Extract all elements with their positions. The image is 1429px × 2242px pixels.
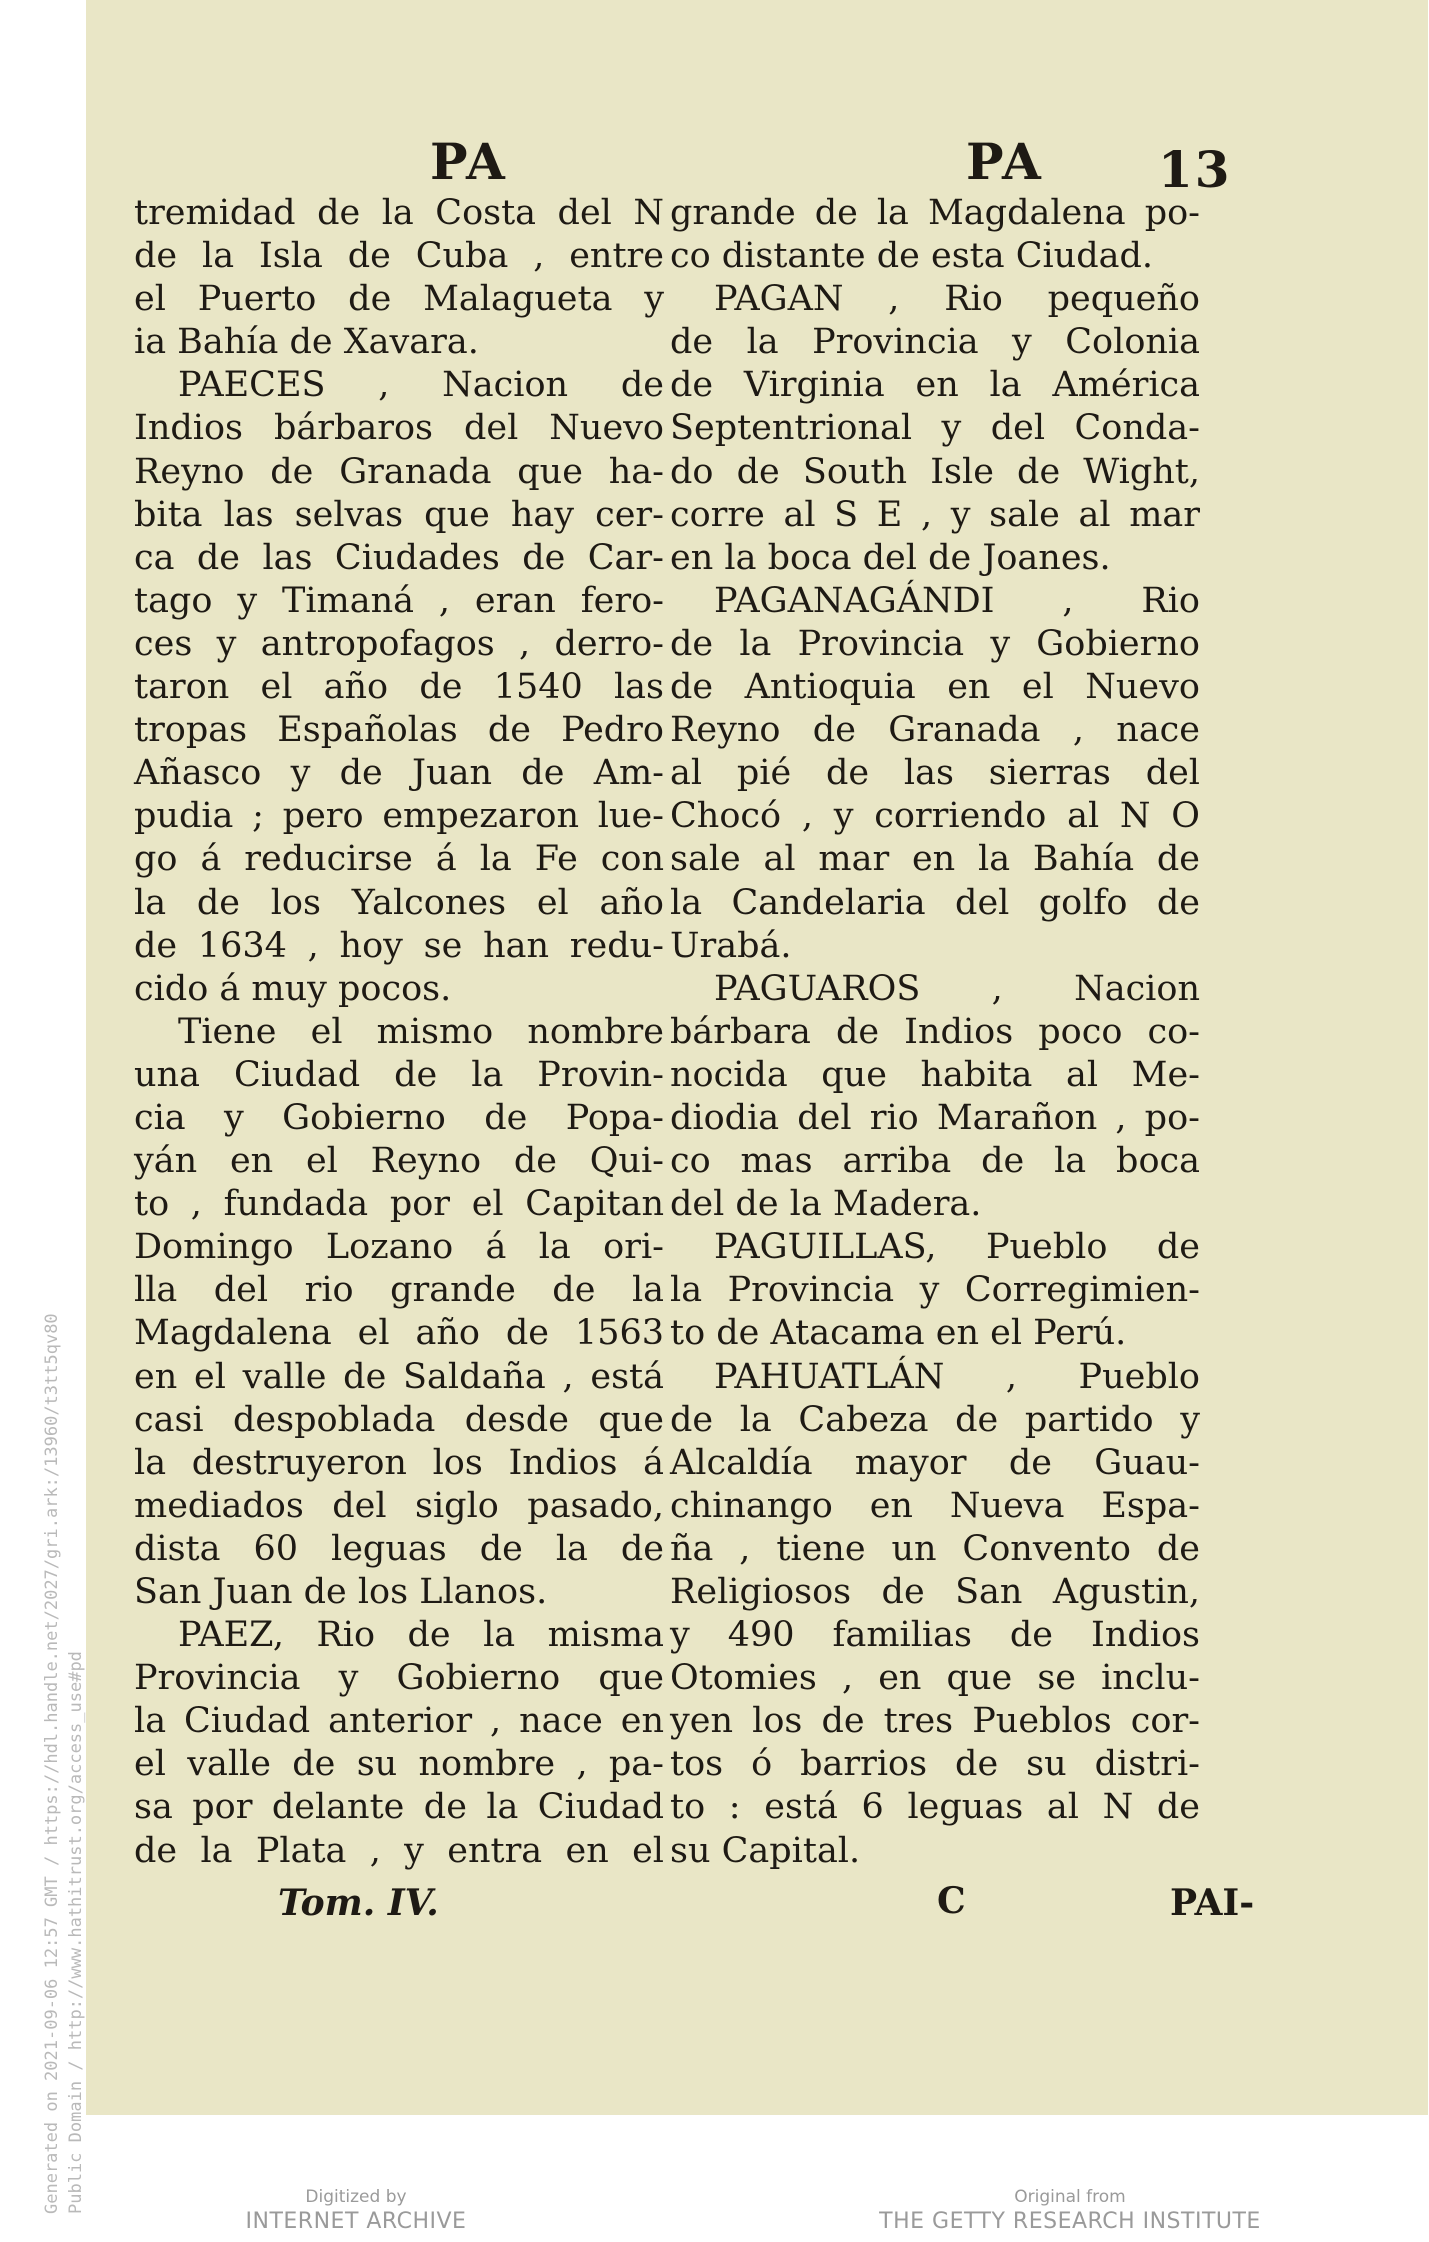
text-line: diodia del rio Marañon , po- — [670, 1097, 1200, 1138]
text-line: de la Provincia y Colonia — [670, 322, 1200, 363]
entry-start-line: PAGANAGÁNDI , Rio — [714, 580, 1200, 621]
text-line: el Puerto de Malagueta y — [134, 279, 664, 320]
right-column — [670, 192, 1200, 1873]
text-line: la destruyeron los Indios á — [134, 1442, 664, 1483]
text-line: de la Plata , y entra en el — [134, 1830, 664, 1871]
text-line: go á reducirse á la Fe con — [134, 839, 664, 880]
text-line: Indios bárbaros del Nuevo — [134, 408, 664, 449]
text-line: la Candelaria del golfo de — [670, 882, 1200, 923]
text-line: do de South Isle de Wight, — [670, 451, 1200, 492]
text-line: sale al mar en la Bahía de — [670, 839, 1200, 880]
text-line: taron el año de 1540 las — [134, 667, 664, 708]
text-line: de la Isla de Cuba , entre — [134, 236, 664, 277]
original-from-label: Original from — [1014, 2187, 1126, 2207]
text-line: de 1634 , hoy se han redu- — [134, 925, 664, 966]
text-line: Reyno de Granada que ha- — [134, 451, 664, 492]
text-line: lla del rio grande de la — [134, 1270, 664, 1311]
text-line: tropas Españolas de Pedro — [134, 710, 664, 751]
text-line: yán en el Reyno de Qui- — [134, 1141, 664, 1182]
text-line: to de Atacama en el Perú. — [670, 1313, 1127, 1354]
running-head-right: PA — [966, 132, 1043, 191]
text-line: sa por delante de la Ciudad — [134, 1787, 664, 1828]
text-line: ia Bahía de Xavara. — [134, 322, 479, 363]
left-column — [134, 192, 664, 1873]
entry-start-line: PAGUAROS , Nacion — [714, 968, 1200, 1009]
entry-start-line: Tiene el mismo nombre — [178, 1011, 664, 1052]
digitized-by-label: Digitized by — [305, 2187, 407, 2207]
original-source-name: THE GETTY RESEARCH INSTITUTE — [879, 2209, 1261, 2234]
text-line: Provincia y Gobierno que — [134, 1658, 664, 1699]
text-line: Reyno de Granada , nace — [670, 710, 1200, 751]
text-line: ces y antropofagos , derro- — [134, 623, 664, 664]
text-line: de Virginia en la América — [670, 365, 1200, 406]
access-stamp-line-1: Generated on 2021-09-06 12:57 GMT / https://hdl.handle.net/2027/gri.ark:/13960/t3tt5qv80 — [42, 1313, 62, 2214]
volume-mark: Tom. IV. — [278, 1882, 439, 1924]
text-line: la Ciudad anterior , nace en — [134, 1701, 664, 1742]
text-line: de la Cabeza de partido y — [670, 1399, 1200, 1440]
text-line: de Antioquia en el Nuevo — [670, 667, 1200, 708]
text-line: Añasco y de Juan de Am- — [134, 753, 664, 794]
text-line: pudia ; pero empezaron lue- — [134, 796, 664, 837]
text-line: corre al S E , y sale al mar — [670, 494, 1200, 535]
text-line: chinango en Nueva Espa- — [670, 1485, 1200, 1526]
entry-start-line: PAHUATLÁN , Pueblo — [714, 1356, 1200, 1397]
access-stamp-line-2: Public Domain / http://www.hathitrust.org/access_use#pd — [66, 1651, 86, 2214]
text-line: Domingo Lozano á la ori- — [134, 1227, 664, 1268]
text-line: ña , tiene un Convento de — [670, 1528, 1200, 1569]
text-line: la Provincia y Corregimien- — [670, 1270, 1200, 1311]
page-number: 13 — [1158, 140, 1232, 199]
entry-start-line: PAECES , Nacion de — [178, 365, 664, 406]
text-line: co mas arriba de la boca — [670, 1141, 1200, 1182]
text-line: mediados del siglo pasado, — [134, 1485, 664, 1526]
text-line: tremidad de la Costa del N — [134, 193, 664, 233]
text-line: el valle de su nombre , pa- — [134, 1744, 664, 1785]
text-line: de la Provincia y Gobierno — [670, 623, 1200, 664]
text-line: to , fundada por el Capitan — [134, 1184, 664, 1225]
text-line: nocida que habita al Me- — [670, 1054, 1200, 1095]
text-line: y 490 familias de Indios — [670, 1615, 1200, 1656]
entry-start-line: PAGUILLAS, Pueblo de — [714, 1227, 1200, 1268]
entry-start-line: PAEZ, Rio de la misma — [178, 1615, 664, 1656]
text-line: yen los de tres Pueblos cor- — [670, 1701, 1200, 1742]
text-line: una Ciudad de la Provin- — [134, 1054, 664, 1095]
text-line: en la boca del de Joanes. — [670, 537, 1111, 578]
text-line: bárbara de Indios poco co- — [670, 1011, 1200, 1052]
text-line: cia y Gobierno de Popa- — [134, 1097, 664, 1138]
text-line: San Juan de los Llanos. — [134, 1572, 548, 1612]
text-line: tago y Timaná , eran fero- — [134, 580, 664, 621]
text-line: tos ó barrios de su distri- — [670, 1744, 1200, 1785]
signature-mark: C — [937, 1880, 966, 1922]
digitized-by — [216, 2186, 496, 2236]
text-line: casi despoblada desde que — [134, 1399, 664, 1440]
text-line: grande de la Magdalena po- — [670, 193, 1200, 233]
text-line: Urabá. — [670, 925, 792, 966]
text-line: ca de las Ciudades de Car- — [134, 537, 664, 578]
text-line: dista 60 leguas de la de — [134, 1528, 664, 1569]
text-line: Alcaldía mayor de Guau- — [670, 1442, 1200, 1483]
access-stamp — [0, 0, 86, 2242]
text-line: cido á muy pocos. — [134, 968, 452, 1009]
original-from — [860, 2186, 1280, 2236]
text-line: al pié de las sierras del — [670, 753, 1200, 794]
text-line: del de la Madera. — [670, 1184, 982, 1225]
text-line: Chocó , y corriendo al N O — [670, 796, 1200, 837]
text-line: Septentrional y del Conda- — [670, 408, 1200, 449]
text-line: bita las selvas que hay cer- — [134, 494, 664, 535]
text-line: su Capital. — [670, 1830, 861, 1871]
text-line: Religiosos de San Agustin, — [670, 1572, 1200, 1612]
text-line: la de los Yalcones el año — [134, 882, 664, 923]
digitizer-name: INTERNET ARCHIVE — [245, 2209, 467, 2234]
text-line: co distante de esta Ciudad. — [670, 236, 1154, 277]
catchword: PAI- — [1170, 1882, 1255, 1924]
text-line: Otomies , en que se inclu- — [670, 1658, 1200, 1699]
text-line: en el valle de Saldaña , está — [134, 1356, 664, 1397]
text-line: Magdalena el año de 1563 — [134, 1313, 664, 1354]
running-head-left: PA — [430, 132, 507, 191]
text-line: to : está 6 leguas al N de — [670, 1787, 1200, 1828]
entry-start-line: PAGAN , Rio pequeño — [714, 279, 1200, 320]
